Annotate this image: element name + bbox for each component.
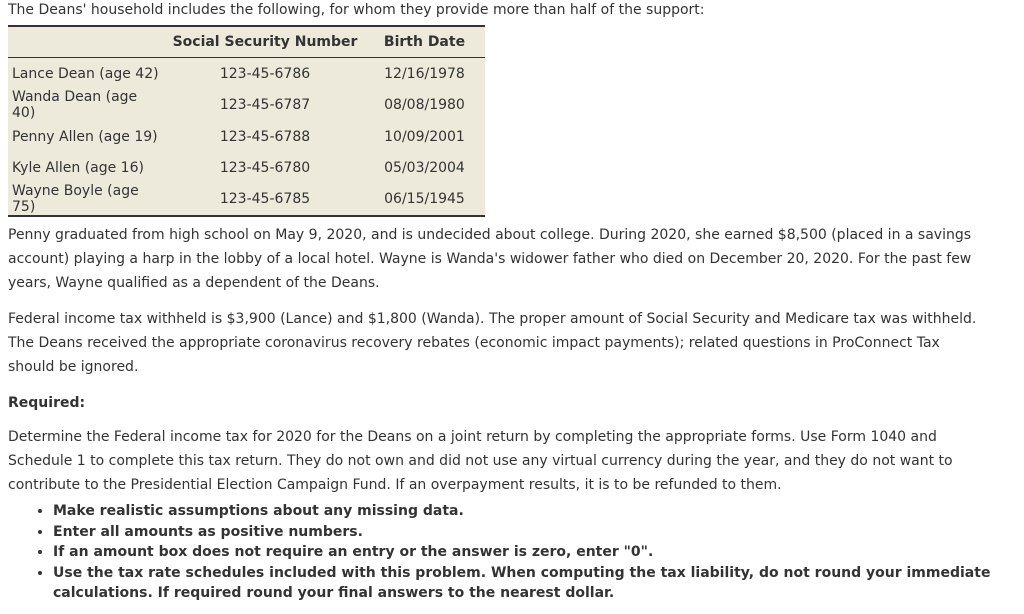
member-name: Kyle Allen (age 16) — [12, 159, 144, 176]
table-row — [8, 121, 485, 152]
member-ssn: 123-45-6788 — [219, 128, 311, 145]
list-item: • If an amount box does not require an entry or the answer is zero, enter "0". — [53, 542, 1016, 563]
instruction-list — [8, 501, 1016, 604]
member-ssn: 123-45-6787 — [219, 97, 311, 113]
member-name: Wayne Boyle (age 75) — [12, 183, 139, 215]
member-ssn: 123-45-6785 — [219, 191, 311, 207]
required-label: Required: — [8, 395, 86, 411]
list-item: • Enter all amounts as positive numbers. — [53, 522, 1016, 543]
header-ssn: Social Security Number — [166, 26, 364, 58]
table-row — [8, 152, 485, 183]
member-ssn: 123-45-6786 — [219, 65, 311, 82]
table-header-row — [8, 26, 485, 58]
household-table — [8, 25, 485, 217]
table-row — [8, 89, 485, 121]
table-row — [8, 183, 485, 216]
member-name: Penny Allen (age 19) — [12, 128, 158, 145]
member-birth-date: 12/16/1978 — [384, 65, 465, 82]
list-item: • Use the tax rate schedules included with this problem. When computing the tax liability, do not round your immediate calculations. If required round your final answers to the nearest dollar. — [53, 563, 1016, 604]
member-birth-date: 10/09/2001 — [384, 128, 465, 145]
member-name: Lance Dean (age 42) — [12, 65, 159, 82]
member-ssn: 123-45-6780 — [219, 159, 311, 176]
member-birth-date: 08/08/1980 — [384, 97, 465, 113]
header-name — [8, 26, 166, 58]
header-birth-date: Birth Date — [364, 26, 485, 58]
task-paragraph: Determine the Federal income tax for 2020 for the Deans on a joint return by completing the appropriate forms. Use Form 1040 and Schedule 1 to complete this tax return. They do not own and did not use any virtual currency during the year, and they do not want to contribute to the Presidential Election Campaign Fund. If an overpayment results, it is to be refunded to them. — [8, 429, 953, 493]
list-item: • Make realistic assumptions about any missing data. — [53, 501, 1016, 522]
paragraph-withholding: Federal income tax withheld is $3,900 (Lance) and $1,800 (Wanda). The proper amount of Social Security and Medicare tax was withheld. The Deans received the appropriate coronavirus recovery rebates (economic impact payments); related questions in ProConnect Tax should be ignored. — [8, 311, 977, 375]
intro-text: The Deans' household includes the following, for whom they provide more than half of the support: — [8, 2, 705, 18]
table-row — [8, 58, 485, 90]
paragraph-penny-wayne: Penny graduated from high school on May 9, 2020, and is undecided about college. During 2020, she earned $8,500 (placed in a savings account) playing a harp in the lobby of a local hotel. Wayne is Wanda's widower father who died on December 20, 2020. For the past few years, Wayne qualified as a dependent of the Deans. — [8, 227, 972, 291]
member-birth-date: 05/03/2004 — [384, 159, 465, 176]
member-name: Wanda Dean (age 40) — [12, 89, 138, 121]
member-birth-date: 06/15/1945 — [384, 191, 465, 207]
